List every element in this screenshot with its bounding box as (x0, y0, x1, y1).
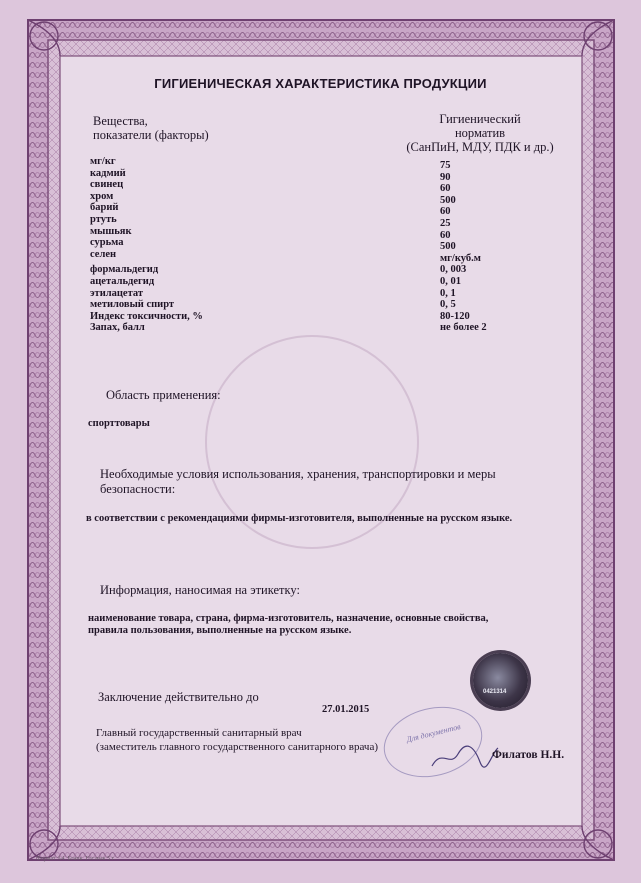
row-name: сурьма (90, 237, 124, 249)
row-name: селен (90, 248, 117, 260)
valid-label: Заключение действительно до (98, 690, 259, 704)
label-info-label: Информация, наносимая на этикетку: (100, 583, 300, 597)
row-name: свинец (90, 179, 124, 191)
norm-header-line3: (СанПиН, МДУ, ПДК и др.) (406, 140, 554, 154)
substance-names (90, 156, 203, 334)
row-value: 60 (440, 183, 451, 195)
substances-header-line1: Вещества, (93, 114, 148, 128)
row-name: ацетальдегид (90, 275, 155, 287)
row-name: метиловый спирт (90, 299, 175, 311)
row-value: 0, 01 (440, 275, 461, 287)
row-name: Запах, балл (90, 322, 145, 334)
row-name: Индекс токсичности, % (90, 310, 203, 322)
row-name: мышьяк (90, 225, 132, 237)
row-value: 500 (440, 241, 456, 253)
row-value: 0, 5 (440, 299, 456, 311)
row-value: не более 2 (440, 322, 487, 334)
hologram-number: 0421314 (483, 689, 507, 695)
valid-date: 27.01.2015 (322, 704, 370, 715)
conditions-label (100, 467, 496, 497)
row-name: барий (90, 202, 119, 214)
label-info-line1: наименование товара, страна, фирма-изготовитель, назначение, основные свойства, (88, 613, 489, 624)
footer-note: Формат А4. Бланк. Госзнак 5 г. (36, 856, 115, 862)
row-value: мг/куб.м (440, 252, 481, 264)
norm-header-line2: норматив (454, 126, 506, 140)
row-value: 25 (440, 217, 451, 229)
signature (430, 742, 500, 772)
area-value: спорттовары (88, 418, 150, 429)
substances-header-line2: показатели (факторы) (93, 128, 209, 142)
substances-header (93, 114, 209, 142)
norm-header (395, 112, 565, 154)
row-name: ртуть (90, 213, 117, 225)
doctor-subtitle: (заместитель главного государственного санитарного врача) (96, 741, 379, 753)
row-name: мг/кг (90, 156, 116, 167)
norm-values (440, 160, 487, 334)
row-value: 90 (440, 171, 451, 183)
row-name: кадмий (90, 167, 126, 179)
label-info-line2: правила пользования, выполненные на русском языке. (88, 625, 352, 636)
document-title: ГИГИЕНИЧЕСКАЯ ХАРАКТЕРИСТИКА ПРОДУКЦИИ (154, 76, 487, 91)
row-name: этилацетат (90, 287, 144, 299)
row-value: 0, 1 (440, 287, 456, 299)
row-value: 0, 003 (440, 264, 467, 276)
doctor-name: Филатов Н.Н. (492, 749, 565, 761)
conditions-label-line1: Необходимые условия использования, хранения, транспортировки и меры (100, 467, 496, 481)
label-info-value (88, 613, 488, 637)
row-value: 75 (440, 160, 451, 171)
row-value: 60 (440, 229, 451, 241)
row-value: 500 (440, 194, 456, 206)
hologram-sticker (473, 653, 528, 708)
area-label: Область применения: (106, 388, 221, 402)
norm-header-line1: Гигиенический (439, 112, 521, 126)
row-name: хром (90, 190, 114, 202)
row-name: формальдегид (90, 264, 159, 276)
row-value: 80-120 (440, 310, 470, 322)
row-value: 60 (440, 206, 451, 218)
conditions-label-line2: безопасности: (100, 482, 176, 496)
stamp-text: Для документов (405, 722, 462, 745)
conditions-value: в соответствии с рекомендациями фирмы-изготовителя, выполненные на русском языке. (86, 513, 513, 524)
doctor-title: Главный государственный санитарный врач (96, 727, 302, 739)
